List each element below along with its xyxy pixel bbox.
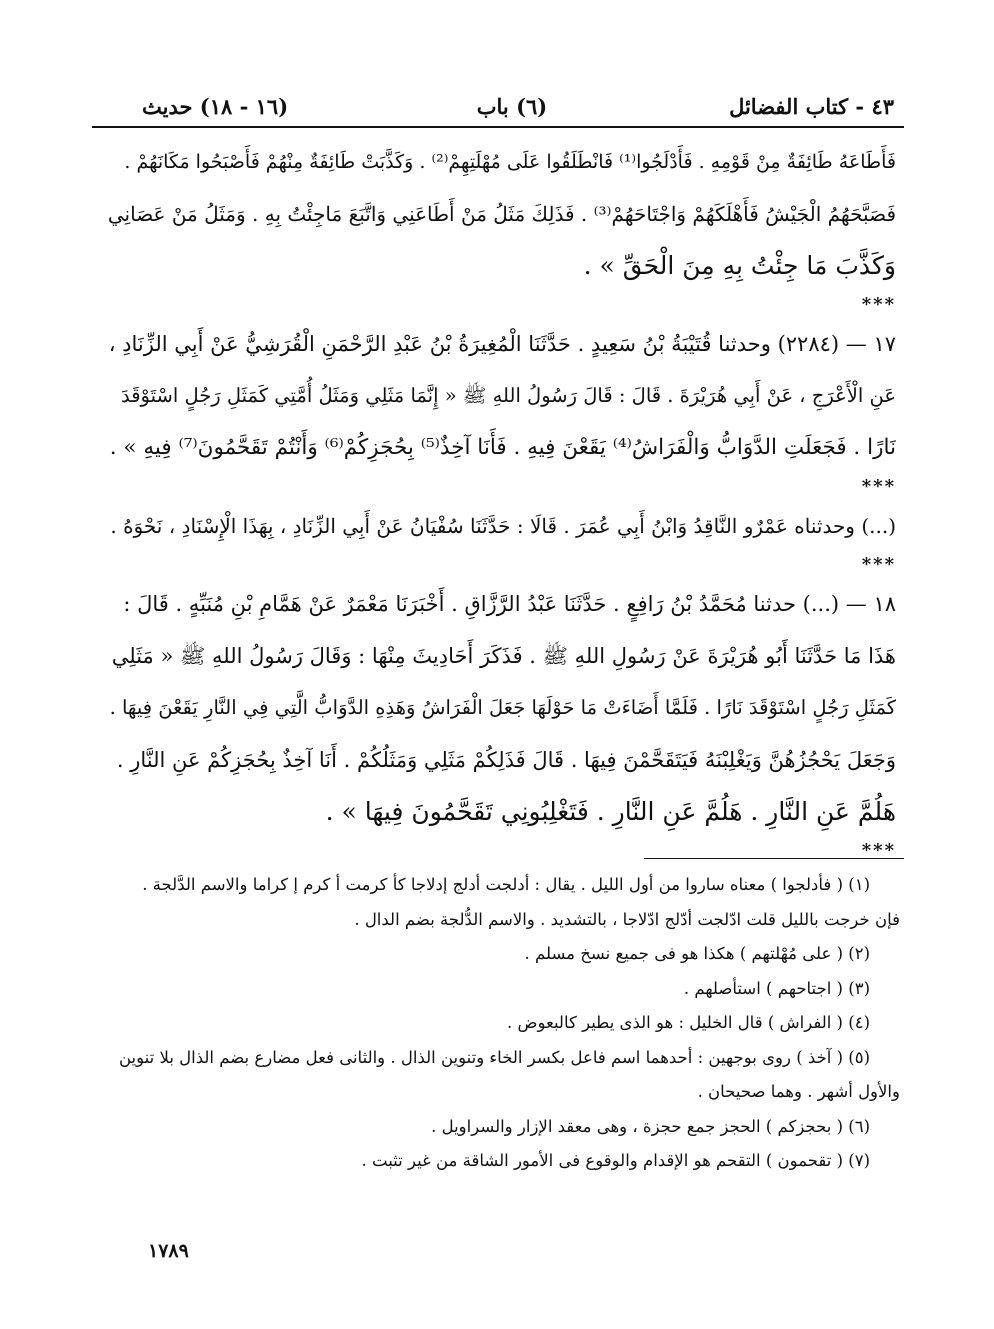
section-separator: *** (861, 294, 896, 315)
footnote-line: (٥) ( آخذ ) روى بوجهين : أحدهما اسم فاعل بكسر الخاء وتنوين الذال . والثانى فعل مضارع بضم الذال بلا تنوين (119, 1047, 870, 1067)
page-number: ١٧٨٩ (148, 1240, 189, 1262)
header-hadith-range: (١٦ - ١٨) حديث (142, 94, 289, 119)
hadith-18-line: ١٨ — (...) حدثنا مُحَمَّدُ بْنُ رَافِعٍ . حَدَّثَنَا عَبْدُ الرَّزَّاقِ . أَخْبَرَنَا مَعْمَرٌ عَنْ هَمَّامِ بْنِ مُنَبِّهٍ . قَالَ : (123, 592, 896, 616)
text-line: فَصَبَّحَهُمُ الْجَيْشُ فَأَهْلَكَهُمْ وَاجْتَاحَهُمْ⁽³⁾ . فَذَلِكَ مَثَلُ مَنْ أَطَاعَنِي وَاتَّبَعَ مَاجِئْتُ بِهِ . وَمَثَلُ مَنْ عَصَانِي (108, 202, 896, 226)
footnote-line: (٧) ( تقحمون ) التقحم هو الإقدام والوقوع فى الأمور الشاقة من غير تثبت . (361, 1151, 870, 1170)
text-line: وَجَعَلَ يَحْجُزُهُنَّ وَيَغْلِبْنَهُ فَيَتَقَحَّمْنَ فِيهَا . قَالَ فَذَلِكُمْ مَثَلِي وَمَثَلُكُمْ . أَنَا آخِذٌ بِحُجَزِكُمْ عَنِ النَّارِ . (116, 748, 896, 772)
running-header (92, 88, 904, 128)
footnote-line: (٦) ( بحجزكم ) الحجز جمع حجزة ، وهى معقد الإزار والسراويل . (431, 1116, 870, 1136)
footnote-line: (٣) ( اجتاحهم ) استأصلهم . (683, 978, 870, 998)
text-line: نَارًا . فَجَعَلَتِ الدَّوَابُّ وَالْفَرَاشُ⁽⁴⁾ يَقَعْنَ فِيهِ . فَأَنَا آخِذٌ⁽⁵⁾ بِحُجَزِكُمْ⁽⁶⁾ وَأَنْتُمْ تَقَحَّمُونَ⁽⁷⁾ فِيهِ » . (109, 435, 896, 460)
footnotes (105, 868, 900, 1179)
text-line: عَنِ الْأَعْرَجِ ، عَنْ أَبِي هُرَيْرَةَ . قَالَ : قَالَ رَسُولُ اللهِ ﷺ « إِنَّمَا مَثَلِي وَمَثَلُ أُمَّتِي كَمَثَلِ رَجُلٍ اسْتَوْقَدَ (120, 384, 896, 407)
footnote-line: (٢) ( على مُهْلتهم ) هكذا هو فى جميع نسخ مسلم . (524, 944, 870, 963)
footnote-line: فإن خرجت بالليل قلت ادّلجت أدّلج ادّلاجا ، بالتشديد . والاسم الدُّلجة بضم الدال . (354, 909, 900, 929)
header-section: (٦) باب (476, 94, 548, 119)
text-line: فَأَطَاعَهُ طَائِفَةٌ مِنْ قَوْمِهِ . فَأَدْلَجُوا⁽¹⁾ فَانْطَلَقُوا عَلَى مُهْلَتِهِمْ⁽²⁾ . وَكَذَّبَتْ طَائِفَةٌ مِنْهُمْ فَأَصْبَحُوا مَكَانَهُمْ . (124, 151, 896, 173)
text-line: هَلُمَّ عَنِ النَّارِ . هَلُمَّ عَنِ النَّارِ . فَتَغْلِبُونِي تَقَحَّمُونَ فِيهَا » . (325, 797, 896, 826)
hadith-17-line: ١٧ — (٢٢٨٤) وحدثنا قُتَيْبَةُ بْنُ سَعِيدٍ . حَدَّثَنَا الْمُغِيرَةُ بْنُ عَبْدِ الرَّحْمَنِ الْقُرَشِيُّ عَنْ أَبِي الزِّنَادِ ، (108, 332, 896, 356)
footnote-line: (١) ( فأدلجوا ) معناه ساروا من أول الليل . يقال : أدلجت أدلج إدلاجا كأ كرمت أ كرم إ كراما والاسم الدَّلجة . (142, 875, 870, 894)
header-chapter: ٤٣ - كتاب الفضائل (729, 94, 894, 119)
header-rule (92, 126, 904, 128)
main-text (108, 136, 896, 864)
footnote-rule (644, 858, 904, 859)
hadith-17b-line: (...) وحدثناه عَمْرٌو النَّاقِدُ وَابْنُ أَبِي عُمَرَ . قَالَا : حَدَّثَنَا سُفْيَانُ عَنْ أَبِي الزِّنَادِ ، بِهَذَا الْإِسْنَادِ ، نَحْوَهُ . (110, 514, 896, 538)
section-separator: *** (861, 840, 896, 861)
text-line: وَكَذَّبَ مَا جِئْتُ بِهِ مِنَ الْحَقِّ » . (583, 251, 896, 280)
text-line: كَمَثَلِ رَجُلٍ اسْتَوْقَدَ نَارًا . فَلَمَّا أَضَاءَتْ مَا حَوْلَهَا جَعَلَ الْفَرَاشُ وَهَذِهِ الدَّوَابُّ الَّتِي فِي النَّارِ يَقَعْنَ فِيهَا . (109, 696, 896, 719)
text-line: هَذَا مَا حَدَّثَنَا أَبُو هُرَيْرَةَ عَنْ رَسُولِ اللهِ ﷺ . فَذَكَرَ أَحَادِيثَ مِنْهَا : وَقَالَ رَسُولُ اللهِ ﷺ « مَثَلِي (111, 644, 896, 668)
footnote-line: (٤) ( الفراش ) قال الخليل : هو الذى يطير كالبعوض . (507, 1013, 870, 1032)
footnote-line: والأول أشهر . وهما صحيحان . (697, 1082, 900, 1101)
section-separator: *** (861, 476, 896, 497)
section-separator: *** (861, 554, 896, 575)
